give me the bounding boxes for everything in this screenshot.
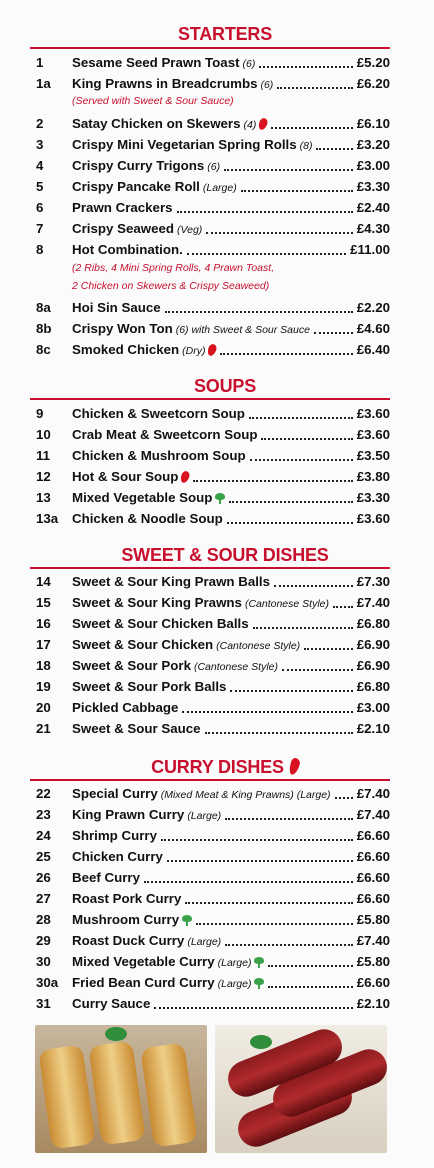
item-note: (6) <box>260 79 274 91</box>
menu-item <box>36 930 390 951</box>
menu-item <box>36 867 390 888</box>
leader-dots <box>144 873 353 883</box>
item-number: 24 <box>36 828 51 843</box>
leader-dots <box>277 79 352 89</box>
leader-dots <box>230 682 352 692</box>
item-price: £7.30 <box>356 574 390 589</box>
item-number: 2 <box>36 116 44 131</box>
vegetarian-icon <box>182 915 192 925</box>
item-description: (Served with Sweet & Sour Sauce) <box>72 95 234 107</box>
leader-dots <box>271 119 352 129</box>
item-name: Prawn Crackers <box>72 200 173 215</box>
item-number: 30 <box>36 954 51 969</box>
item-note: (6) <box>242 58 256 70</box>
menu-item <box>36 134 390 155</box>
curry-title-text: CURRY DISHES <box>151 757 284 777</box>
item-number: 1a <box>36 76 51 91</box>
leader-dots <box>187 245 346 255</box>
item-number: 8a <box>36 300 51 315</box>
item-price: £6.90 <box>356 658 390 673</box>
item-name: Crispy Pancake Roll <box>72 179 200 194</box>
item-name: Crispy Seaweed <box>72 221 174 236</box>
soups-title: SOUPS <box>193 376 257 396</box>
leader-dots <box>206 224 352 234</box>
item-price: £6.60 <box>356 891 390 906</box>
leader-dots <box>182 703 352 713</box>
item-note: (Large) <box>187 936 222 948</box>
item-number: 8 <box>36 242 44 257</box>
leader-dots <box>333 598 353 608</box>
item-note: (Large) <box>217 978 252 990</box>
item-number: 9 <box>36 406 44 421</box>
item-name: Crab Meat & Sweetcorn Soup <box>72 427 258 442</box>
item-number: 19 <box>36 679 51 694</box>
leader-dots <box>250 451 353 461</box>
item-note: (6) <box>207 161 221 173</box>
sweet-sour-title: SWEET & SOUR DISHES <box>121 545 329 565</box>
item-price: £6.40 <box>356 342 390 357</box>
item-price: £7.40 <box>356 595 390 610</box>
spring-rolls-photo <box>35 1025 207 1153</box>
item-number: 4 <box>36 158 44 173</box>
menu-item <box>36 718 390 739</box>
item-name: Crispy Curry Trigons <box>72 158 205 173</box>
item-number: 18 <box>36 658 51 673</box>
menu-item <box>36 783 390 804</box>
item-name: Sweet & Sour Sauce <box>72 721 201 736</box>
item-number: 25 <box>36 849 51 864</box>
menu-item <box>36 487 390 508</box>
item-number: 28 <box>36 912 51 927</box>
chili-icon <box>180 470 192 484</box>
menu-item <box>36 113 390 134</box>
item-name: Smoked Chicken <box>72 342 180 357</box>
item-name: Chicken Curry <box>72 849 163 864</box>
soups-rule <box>30 398 390 400</box>
menu-item <box>36 697 390 718</box>
leader-dots <box>274 577 353 587</box>
item-name: Pickled Cabbage <box>72 700 179 715</box>
chili-icon <box>207 343 219 357</box>
starters-title: STARTERS <box>177 24 273 44</box>
menu-item <box>36 73 390 94</box>
item-number: 11 <box>36 448 51 463</box>
item-name: Sesame Seed Prawn Toast <box>72 55 240 70</box>
item-price: £4.30 <box>356 221 390 236</box>
menu-item <box>36 403 390 424</box>
chili-icon <box>288 757 301 776</box>
spring-roll <box>88 1040 145 1145</box>
menu-item <box>36 655 390 676</box>
item-price: £6.60 <box>356 870 390 885</box>
item-name: King Prawns in Breadcrumbs <box>72 76 258 91</box>
leader-dots <box>161 831 353 841</box>
item-note: (Dry) <box>182 345 206 357</box>
spring-roll <box>140 1042 197 1147</box>
item-price: £3.00 <box>356 158 390 173</box>
item-number: 21 <box>36 721 51 736</box>
item-name: Sweet & Sour Chicken Balls <box>72 616 249 631</box>
leader-dots <box>224 161 353 171</box>
leader-dots <box>165 303 353 313</box>
item-number: 13a <box>36 511 59 526</box>
leader-dots <box>154 999 352 1009</box>
item-price: £6.20 <box>356 76 390 91</box>
herb-garnish <box>105 1027 127 1041</box>
item-price: £6.60 <box>356 975 390 990</box>
item-note: (Cantonese Style) <box>193 661 279 673</box>
item-number: 29 <box>36 933 51 948</box>
menu-item <box>36 676 390 697</box>
item-note: (Mixed Meat & King Prawns) (Large) <box>160 789 331 801</box>
item-name: Sweet & Sour Pork Balls <box>72 679 227 694</box>
item-number: 10 <box>36 427 51 442</box>
item-number: 6 <box>36 200 44 215</box>
item-note: (Cantonese Style) <box>244 598 329 610</box>
item-number: 26 <box>36 870 51 885</box>
item-price: £6.60 <box>356 828 390 843</box>
leader-dots <box>282 661 353 671</box>
menu-item <box>36 571 390 592</box>
item-price: £3.30 <box>356 179 390 194</box>
menu-item <box>36 951 390 972</box>
item-price: £2.10 <box>356 996 390 1011</box>
menu-item <box>36 825 390 846</box>
item-number: 1 <box>36 55 44 70</box>
item-name: Sweet & Sour Chicken <box>72 637 214 652</box>
menu-item <box>36 993 390 1014</box>
herb-garnish <box>250 1035 272 1049</box>
item-price: £6.10 <box>356 116 390 131</box>
leader-dots <box>185 894 352 904</box>
item-price: £6.90 <box>356 637 390 652</box>
sweet-sour-rule <box>30 567 390 569</box>
menu-item <box>36 218 390 239</box>
item-name: King Prawn Curry <box>72 807 185 822</box>
item-note: (4) <box>243 119 257 131</box>
item-note: (Large) <box>217 957 252 969</box>
item-name: Sweet & Sour Pork <box>72 658 191 673</box>
menu-item <box>36 424 390 445</box>
item-name: Hoi Sin Sauce <box>72 300 161 315</box>
menu-item <box>36 804 390 825</box>
item-price: £3.50 <box>356 448 390 463</box>
item-price: £3.20 <box>356 137 390 152</box>
item-number: 23 <box>36 807 51 822</box>
item-price: £3.60 <box>356 427 390 442</box>
leader-dots <box>241 182 353 192</box>
vegetarian-icon <box>254 978 264 988</box>
item-number: 17 <box>36 637 51 652</box>
menu-item <box>36 239 390 260</box>
item-description: 2 Chicken on Skewers & Crispy Seaweed) <box>72 280 270 292</box>
item-name: Special Curry <box>72 786 158 801</box>
item-name: Curry Sauce <box>72 996 151 1011</box>
item-number: 12 <box>36 469 51 484</box>
item-name: Beef Curry <box>72 870 140 885</box>
item-number: 3 <box>36 137 44 152</box>
item-name: Hot & Sour Soup <box>72 469 179 484</box>
item-name: Fried Bean Curd Curry <box>72 975 215 990</box>
item-name: Hot Combination. <box>72 242 183 257</box>
item-name: Roast Pork Curry <box>72 891 182 906</box>
leader-dots <box>268 978 352 988</box>
spring-roll <box>38 1044 95 1149</box>
item-price: £3.30 <box>356 490 390 505</box>
menu-item <box>36 176 390 197</box>
leader-dots <box>304 640 353 650</box>
leader-dots <box>229 493 352 503</box>
item-price: £2.10 <box>356 721 390 736</box>
item-price: £5.80 <box>356 912 390 927</box>
item-note: (6) with Sweet & Sour Sauce <box>175 324 310 336</box>
menu-item <box>36 888 390 909</box>
menu-item <box>36 445 390 466</box>
menu-item <box>36 155 390 176</box>
item-name: Roast Duck Curry <box>72 933 185 948</box>
item-number: 30a <box>36 975 59 990</box>
leader-dots <box>316 140 352 150</box>
item-number: 27 <box>36 891 51 906</box>
spare-ribs-photo <box>215 1025 387 1153</box>
leader-dots <box>249 409 353 419</box>
leader-dots <box>225 810 353 820</box>
item-name: Chicken & Mushroom Soup <box>72 448 246 463</box>
item-number: 16 <box>36 616 51 631</box>
menu-item <box>36 339 390 360</box>
item-name: Sweet & Sour King Prawns <box>72 595 242 610</box>
item-price: £6.80 <box>356 616 390 631</box>
leader-dots <box>335 789 353 799</box>
menu-item <box>36 466 390 487</box>
menu-item <box>36 297 390 318</box>
item-price: £3.00 <box>356 700 390 715</box>
item-price: £7.40 <box>356 786 390 801</box>
leader-dots <box>314 324 353 334</box>
item-name: Chicken & Sweetcorn Soup <box>72 406 245 421</box>
item-name: Chicken & Noodle Soup <box>72 511 223 526</box>
item-price: £5.20 <box>356 55 390 70</box>
leader-dots <box>193 472 352 482</box>
chili-icon <box>258 117 270 131</box>
vegetarian-icon <box>254 957 264 967</box>
item-name: Shrimp Curry <box>72 828 157 843</box>
menu-item <box>36 52 390 73</box>
menu-item <box>36 592 390 613</box>
item-number: 14 <box>36 574 51 589</box>
item-note: (8) <box>299 140 313 152</box>
item-number: 22 <box>36 786 51 801</box>
item-name: Satay Chicken on Skewers <box>72 116 241 131</box>
item-name: Crispy Mini Vegetarian Spring Rolls <box>72 137 297 152</box>
item-price: £7.40 <box>356 807 390 822</box>
item-name: Mixed Vegetable Curry <box>72 954 215 969</box>
leader-dots <box>177 203 353 213</box>
leader-dots <box>167 852 353 862</box>
item-name: Mushroom Curry <box>72 912 180 927</box>
item-price: £5.80 <box>356 954 390 969</box>
item-price: £3.60 <box>356 406 390 421</box>
menu-item <box>36 634 390 655</box>
item-note: (Large) <box>187 810 222 822</box>
menu-item <box>36 318 390 339</box>
leader-dots <box>227 514 353 524</box>
menu-item <box>36 909 390 930</box>
item-price: £11.00 <box>350 242 390 257</box>
item-name: Crispy Won Ton <box>72 321 173 336</box>
item-number: 8c <box>36 342 51 357</box>
menu-item <box>36 197 390 218</box>
item-description: (2 Ribs, 4 Mini Spring Rolls, 4 Prawn Toast, <box>72 262 275 274</box>
item-number: 5 <box>36 179 44 194</box>
item-price: £2.20 <box>356 300 390 315</box>
item-name: Mixed Vegetable Soup <box>72 490 213 505</box>
menu-item <box>36 846 390 867</box>
item-number: 15 <box>36 595 51 610</box>
leader-dots <box>268 957 352 967</box>
leader-dots <box>220 345 352 355</box>
leader-dots <box>253 619 353 629</box>
leader-dots <box>196 915 353 925</box>
item-number: 8b <box>36 321 52 336</box>
item-price: £3.60 <box>356 511 390 526</box>
item-price: £7.40 <box>356 933 390 948</box>
item-name: Sweet & Sour King Prawn Balls <box>72 574 271 589</box>
item-number: 13 <box>36 490 51 505</box>
item-note: (Cantonese Style) <box>216 640 301 652</box>
item-note: (Large) <box>202 182 237 194</box>
curry-rule <box>30 779 390 781</box>
item-price: £4.60 <box>356 321 390 336</box>
leader-dots <box>259 58 352 68</box>
curry-title <box>30 756 420 778</box>
item-number: 31 <box>36 996 51 1011</box>
item-number: 7 <box>36 221 44 236</box>
leader-dots <box>205 724 353 734</box>
item-price: £6.60 <box>356 849 390 864</box>
leader-dots <box>261 430 352 440</box>
leader-dots <box>225 936 353 946</box>
menu-item <box>36 508 390 529</box>
item-price: £3.80 <box>356 469 390 484</box>
item-note: (Veg) <box>177 224 203 236</box>
item-price: £2.40 <box>356 200 390 215</box>
item-price: £6.80 <box>356 679 390 694</box>
menu-item <box>36 613 390 634</box>
item-number: 20 <box>36 700 51 715</box>
vegetarian-icon <box>215 493 225 503</box>
menu-item <box>36 972 390 993</box>
starters-rule <box>30 47 390 49</box>
